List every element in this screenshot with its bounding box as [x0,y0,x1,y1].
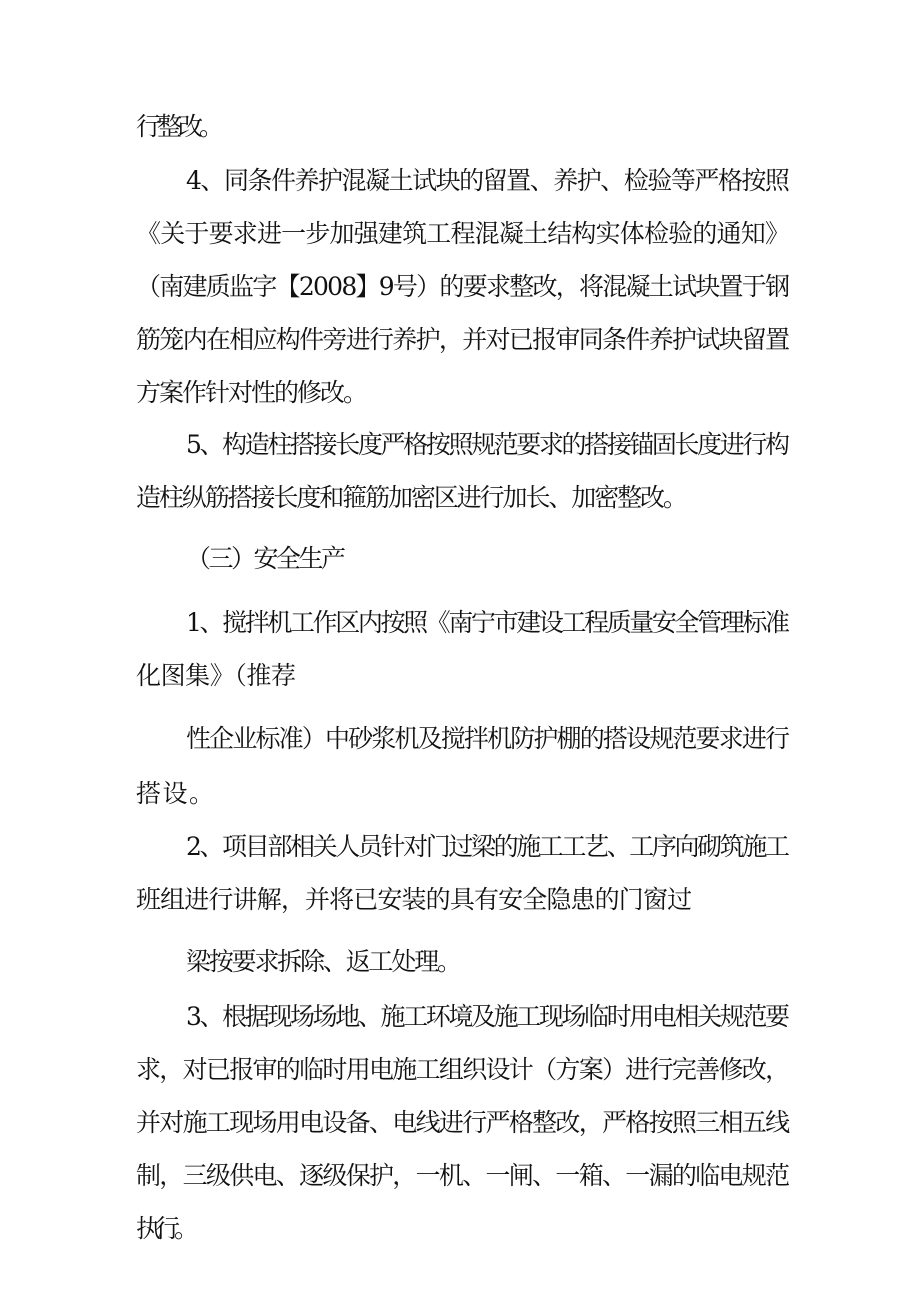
text-line [0,777,920,811]
line-text: 求，对已报审的临时用电施工组织设计（方案）进行完善修改， [136,1055,789,1084]
text-line [0,217,920,251]
text-line [0,323,920,357]
line-text: 并对施工现场用电设备、电线进行严格整改，严格按照三相五线 [136,1108,789,1137]
line-text: 执行。 [136,1214,194,1243]
line-text: 搭设。 [136,779,216,808]
line-text: （南建质监字【2008】9号）的要求整改，将混凝土试块置于钢 [136,272,789,301]
line-text: （三）安全生产 [186,544,344,573]
line-text: 筋笼内在相应构件旁进行养护，并对已报审同条件养护试块留置 [136,325,789,354]
text-line [0,945,920,979]
text-line [0,830,920,864]
line-text: 性企业标准）中砂浆机及搅拌机防护棚的搭设规范要求进行 [186,724,789,753]
line-text: 化图集》（推荐 [136,661,296,690]
line-text: 造柱纵筋搭接长度和箍筋加密区进行加长、加密整改。 [136,483,686,512]
line-text: 制，三级供电、逐级保护，一机、一闸、一箱、一漏的临电规范 [136,1161,789,1190]
text-line [0,1106,920,1140]
text-line [0,1212,920,1246]
text-line [0,1159,920,1193]
line-text: 《关于要求进一步加强建筑工程混凝土结构实体检验的通知》 [136,219,790,248]
line-text: 方案作针对性的修改。 [136,378,367,407]
text-line [0,659,920,693]
text-line [0,481,920,515]
line-text: 梁按要求拆除、返工处理。 [186,947,460,976]
text-line [0,428,920,462]
section-heading [0,542,920,576]
text-line [0,164,920,198]
text-line [0,270,920,304]
line-text: 行整改。 [136,112,220,141]
line-text: 1、搅拌机工作区内按照《南宁市建设工程质量安全管理标准 [186,608,788,637]
line-text: 班组进行讲解，并将已安装的具有安全隐患的门窗过 [136,885,692,914]
line-text: 3、根据现场场地、施工环境及施工现场临时用电相关规范要 [186,1002,788,1031]
text-line [0,376,920,410]
line-text: 5、构造柱搭接长度严格按照规范要求的搭接锚固长度进行构 [186,430,788,459]
text-line [0,1053,920,1087]
text-line [0,883,920,917]
text-line [0,110,920,144]
line-text: 4、同条件养护混凝土试块的留置、养护、检验等严格按照 [186,166,789,195]
text-line [0,1000,920,1034]
line-text: 2、项目部相关人员针对门过梁的施工工艺、工序向砌筑施工 [186,832,788,861]
text-line [0,722,920,756]
text-line [0,606,920,640]
